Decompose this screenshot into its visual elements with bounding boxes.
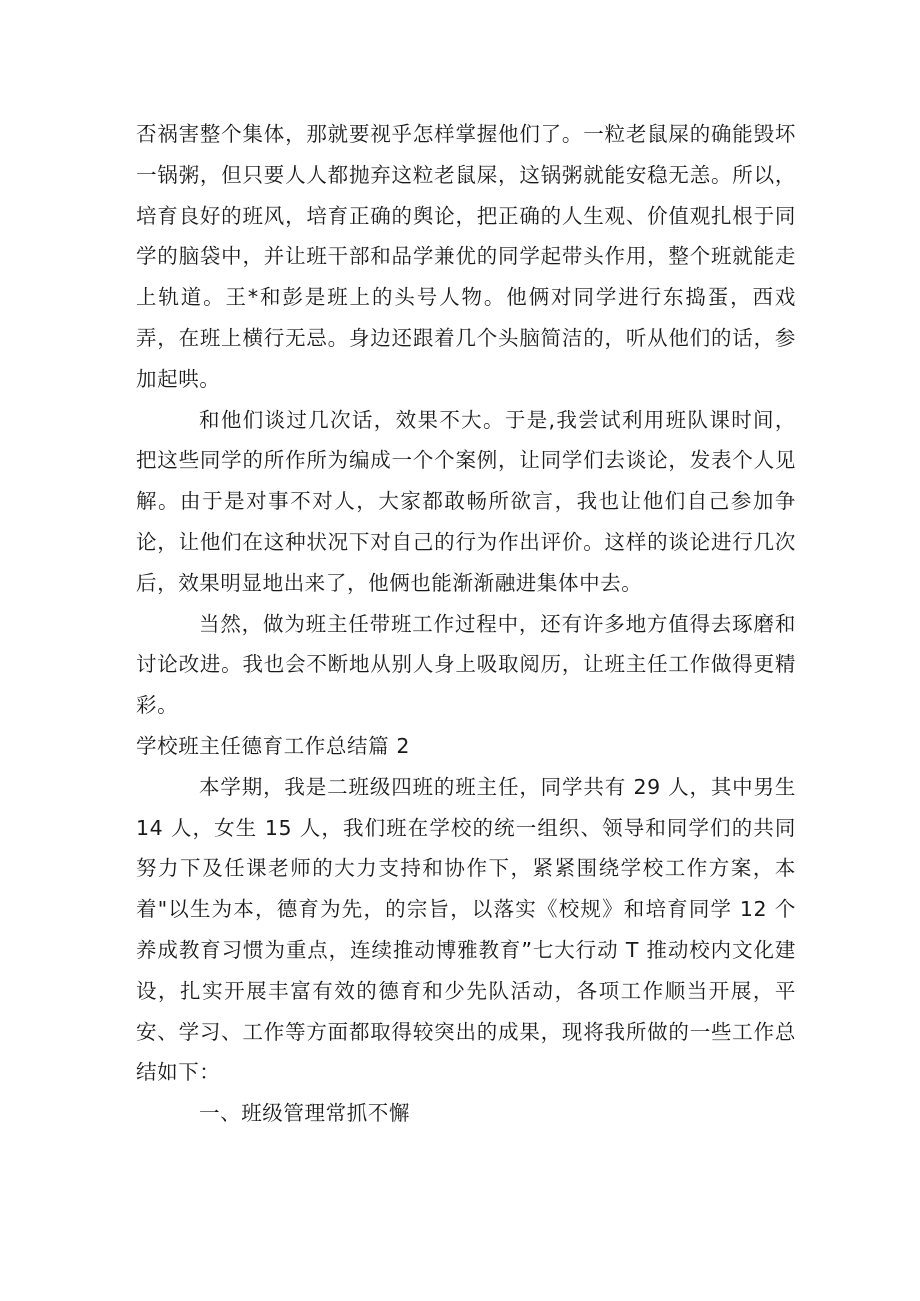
section-title: 学校班主任德育工作总结篇 2 [136, 733, 410, 758]
paragraph-conclusion: 当然，做为班主任带班工作过程中，还有许多地方值得去琢磨和讨论改进。我也会不断地从别人身上吸取阅历，让班主任工作做得更精彩。 [136, 611, 796, 718]
paragraph-section-intro: 本学期，我是二班级四班的班主任，同学共有 29 人，其中男生 14 人，女生 15 人，我们班在学校的统一组织、领导和同学们的共同努力下及任课老师的大力支持和协作下，紧紧围绕学校工作方案，本着"以生为本，德育为先，的宗旨，以落实《校规》和培育同学 12 个养成教育习惯为重点，连续推动博雅教育”七大行动 T 推动校内文化建设，扎实开展丰富有效的德育和少先队活动，各项工作顺当开展，平安、学习、工作等方面都取得较突出的成果，现将我所做的一些工作总结如下： [136, 774, 796, 1085]
paragraph-continued: 否祸害整个集体，那就要视乎怎样掌握他们了。一粒老鼠屎的确能毁坏一锅粥，但只要人人都抛弃这粒老鼠屎，这锅粥就能安稳无恙。所以，培育良好的班风，培育正确的舆论，把正确的人生观、价值观扎根于同学的脑袋中，并让班干部和品学兼优的同学起带头作用，整个班就能走上轨道。王*和彭是班上的头号人物。他俩对同学进行东捣蛋，西戏弄，在班上横行无忌。身边还跟着几个头脑简洁的，听从他们的话，参加起哄。 [136, 122, 796, 391]
paragraph-talks: 和他们谈过几次话，效果不大。于是,我尝试利用班队课时间，把这些同学的所作所为编成一个个案例，让同学们去谈论，发表个人见解。由于是对事不对人，大家都敢畅所欲言，我也让他们自己参加争论，让他们在这种状况下对自己的行为作出评价。这样的谈论进行几次后，效果明显地出来了，他俩也能渐渐融进集体中去。 [136, 407, 796, 595]
document-body [136, 114, 796, 1134]
subheading-class-management: 一、班级管理常抓不懈 [199, 1101, 410, 1126]
